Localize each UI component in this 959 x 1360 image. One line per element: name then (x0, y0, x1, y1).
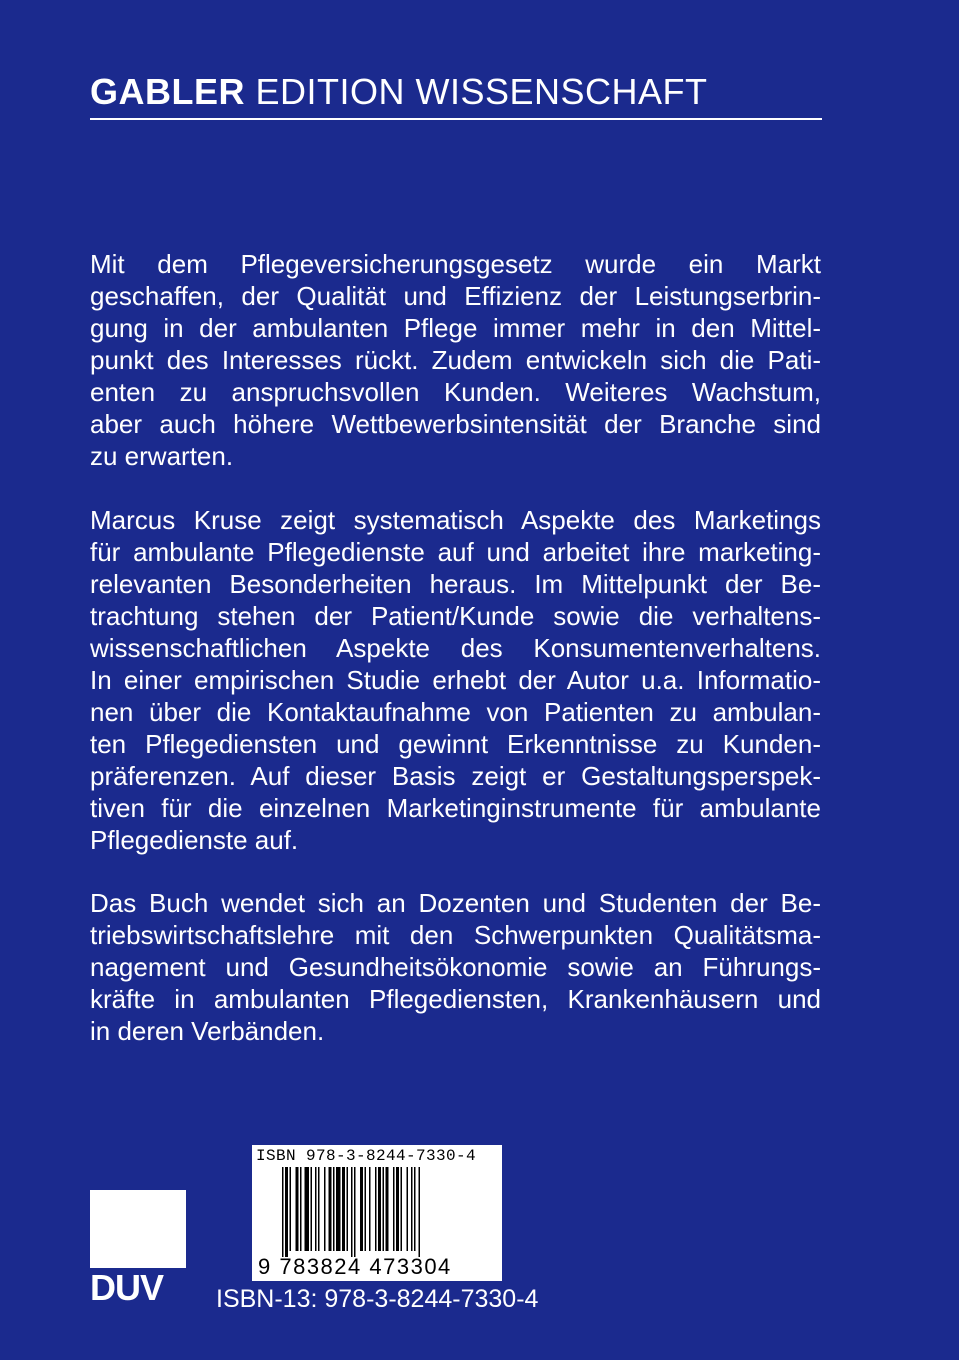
barcode-bar (383, 1167, 385, 1251)
header-rule (90, 118, 822, 120)
barcode-bar (407, 1167, 409, 1251)
barcode-bar (336, 1167, 341, 1251)
barcode-bar (296, 1167, 299, 1251)
barcode-digits: 9 783824 473304 (258, 1254, 452, 1279)
barcode-bar (411, 1167, 413, 1251)
series-title (90, 72, 822, 112)
barcode-bar (414, 1167, 416, 1251)
blurb-line: punkt des Interesses rückt. Zudem entwickeln sich die Pati- (90, 345, 821, 375)
blurb-line: gung in der ambulanten Pflege immer mehr in den Mittel- (90, 313, 821, 343)
blurb-line: Das Buch wendet sich an Dozenten und Studenten der Be- (90, 888, 821, 918)
series-name: EDITION WISSENSCHAFT (255, 71, 708, 112)
barcode-bars (282, 1167, 472, 1257)
series-brand: GABLER (90, 71, 245, 112)
blurb-line: kräfte in ambulanten Pflegediensten, Krankenhäusern und (90, 984, 821, 1014)
barcode-bar (360, 1167, 363, 1251)
barcode (252, 1145, 502, 1281)
blurb-line: ten Pflegediensten und gewinnt Erkenntnisse zu Kunden- (90, 729, 821, 759)
barcode-bar (300, 1167, 302, 1251)
barcode-bar (333, 1167, 335, 1251)
blurb-paragraph-1 (90, 248, 821, 472)
blurb-line: Mit dem Pflegeversicherungsgesetz wurde ein Markt (90, 249, 821, 279)
blurb-line: enten zu anspruchsvollen Kunden. Weiteres Wachstum, (90, 377, 821, 407)
barcode-bar (365, 1167, 367, 1251)
blurb-line: relevanten Besonderheiten heraus. Im Mittelpunkt der Be- (90, 569, 821, 599)
blurb-line: nen über die Kontaktaufnahme von Patienten zu ambulan- (90, 697, 821, 727)
barcode-bar (369, 1167, 371, 1251)
barcode-bar (305, 1167, 310, 1251)
isbn-13: ISBN-13: 978-3-8244-7330-4 (216, 1285, 539, 1313)
blurb-line: zu erwarten. (90, 441, 234, 471)
barcode-bar (311, 1167, 313, 1251)
barcode-bar (375, 1167, 377, 1251)
blurb-line: nagement und Gesundheitsökonomie sowie an Führungs- (90, 952, 821, 982)
barcode-bar (378, 1167, 381, 1251)
barcode-bar (347, 1167, 349, 1251)
blurb-line: Pflegedienste auf. (90, 825, 299, 855)
barcode-bar (329, 1167, 332, 1251)
blurb-line: wissenschaftlichen Aspekte des Konsumentenverhaltens. (90, 633, 821, 663)
publisher-logo (90, 1190, 186, 1308)
barcode-bar (351, 1167, 353, 1257)
blurb-line: trachtung stehen der Patient/Kunde sowie die verhaltens- (90, 601, 821, 631)
barcode-bar (419, 1167, 421, 1257)
blurb-line: tiven für die einzelnen Marketinginstrumente für ambulante (90, 793, 821, 823)
blurb-line: geschaffen, der Qualität und Effizienz der Leistungserbrin- (90, 281, 821, 311)
barcode-bar (315, 1167, 317, 1251)
barcode-bar (354, 1167, 356, 1257)
barcode-bar (285, 1167, 288, 1257)
barcode-bar (342, 1167, 345, 1251)
barcode-bar (324, 1167, 326, 1251)
barcode-bar (393, 1167, 395, 1251)
barcode-bar (318, 1167, 320, 1251)
blurb-paragraph-3 (90, 887, 821, 1047)
barcode-isbn-label: ISBN 978-3-8244-7330-4 (256, 1147, 477, 1165)
barcode-bar (290, 1167, 292, 1251)
blurb-line: in deren Verbänden. (90, 1016, 325, 1046)
barcode-bar (386, 1167, 389, 1251)
barcode-bar (282, 1167, 284, 1257)
blurb-line: In einer empirischen Studie erhebt der Autor u.a. Informatio- (90, 665, 821, 695)
barcode-bar (396, 1167, 399, 1251)
publisher-logo-text: DUV (90, 1268, 186, 1308)
blurb-paragraph-2 (90, 504, 821, 856)
blurb-line: für ambulante Pflegedienste auf und arbeitet ihre marketing- (90, 537, 821, 567)
blurb-line: aber auch höhere Wettbewerbsintensität der Branche sind (90, 409, 821, 439)
blurb-line: Marcus Kruse zeigt systematisch Aspekte des Marketings (90, 505, 821, 535)
blurb-line: triebswirtschaftslehre mit den Schwerpunkten Qualitätsma- (90, 920, 821, 950)
barcode-bar (401, 1167, 403, 1251)
blurb-line: präferenzen. Auf dieser Basis zeigt er Gestaltungsperspek- (90, 761, 821, 791)
